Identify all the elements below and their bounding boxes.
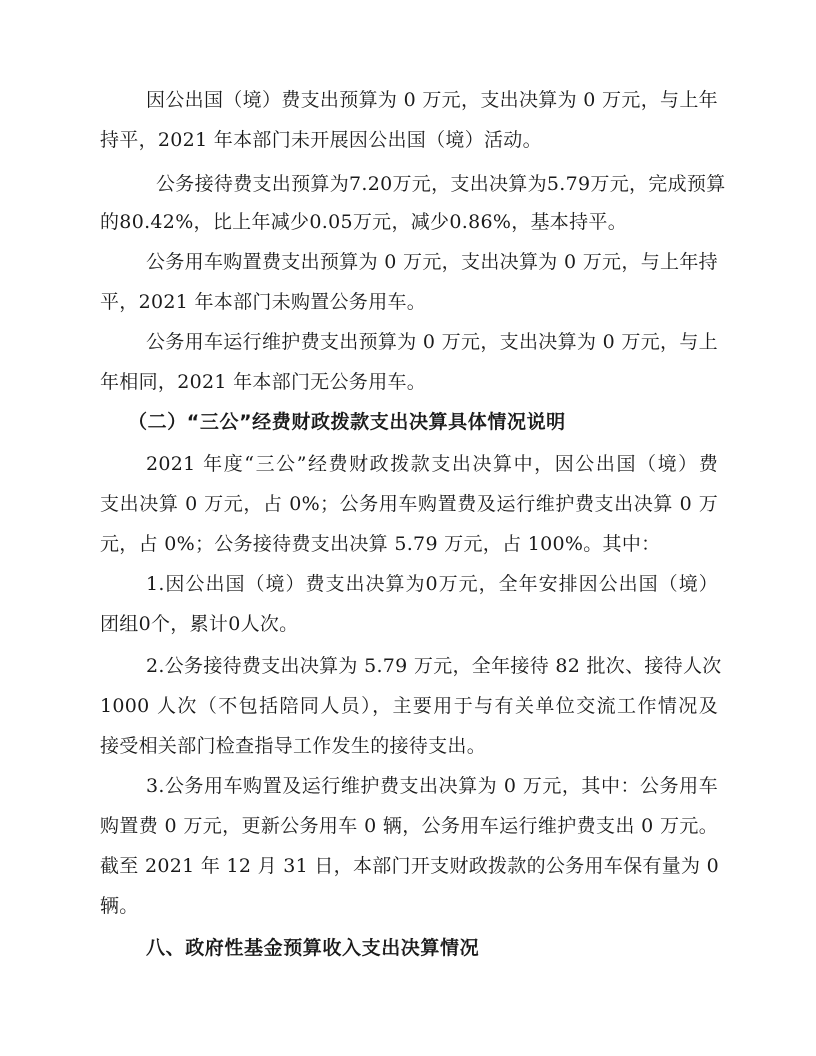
paragraph-line: 公务接待费支出预算为7.20万元，支出决算为5.79万元，完成预算 xyxy=(156,173,726,195)
paragraph-line: 的80.42%，比上年减少0.05万元，减少0.86%，基本持平。 xyxy=(100,211,628,233)
paragraph-line: 辆。 xyxy=(100,895,139,917)
paragraph-line: 1000 人次（不包括陪同人员），主要用于与有关单位交流工作情况及 xyxy=(100,695,718,717)
paragraph-line: 3.公务用车购置及运行维护费支出决算为 0 万元，其中：公务用车 xyxy=(146,775,718,797)
paragraph-line: 购置费 0 万元，更新公务用车 0 辆，公务用车运行维护费支出 0 万元。 xyxy=(100,815,718,837)
paragraph-line: 团组0个，累计0人次。 xyxy=(100,613,299,635)
paragraph-line: 接受相关部门检查指导工作发生的接待支出。 xyxy=(100,735,487,757)
paragraph-line: 支出决算 0 万元，占 0%；公务用车购置费及运行维护费支出决算 0 万 xyxy=(100,493,718,515)
paragraph-line: 公务用车购置费支出预算为 0 万元，支出决算为 0 万元，与上年持 xyxy=(146,251,718,273)
paragraph-line: 持平，2021 年本部门未开展因公出国（境）活动。 xyxy=(100,129,542,151)
paragraph-line: 1.因公出国（境）费支出决算为0万元，全年安排因公出国（境） xyxy=(146,573,718,595)
paragraph-line: 元，占 0%；公务接待费支出决算 5.79 万元，占 100%。其中： xyxy=(100,533,661,555)
paragraph-line: 公务用车运行维护费支出预算为 0 万元，支出决算为 0 万元，与上 xyxy=(146,331,718,353)
paragraph-line: 因公出国（境）费支出预算为 0 万元，支出决算为 0 万元，与上年 xyxy=(146,89,718,111)
paragraph-line: 2021 年度“三公”经费财政拨款支出决算中，因公出国（境）费 xyxy=(146,453,718,475)
section-heading: 八、政府性基金预算收入支出决算情况 xyxy=(146,937,480,959)
paragraph-line: 截至 2021 年 12 月 31 日，本部门开支财政拨款的公务用车保有量为 0 xyxy=(100,855,720,877)
paragraph-line: 年相同，2021 年本部门无公务用车。 xyxy=(100,371,427,393)
paragraph-line: 平，2021 年本部门未购置公务用车。 xyxy=(100,291,427,313)
paragraph-line: 2.公务接待费支出决算为 5.79 万元，全年接待 82 批次、接待人次 xyxy=(146,655,722,677)
section-heading: （二）“三公”经费财政拨款支出决算具体情况说明 xyxy=(128,411,566,433)
